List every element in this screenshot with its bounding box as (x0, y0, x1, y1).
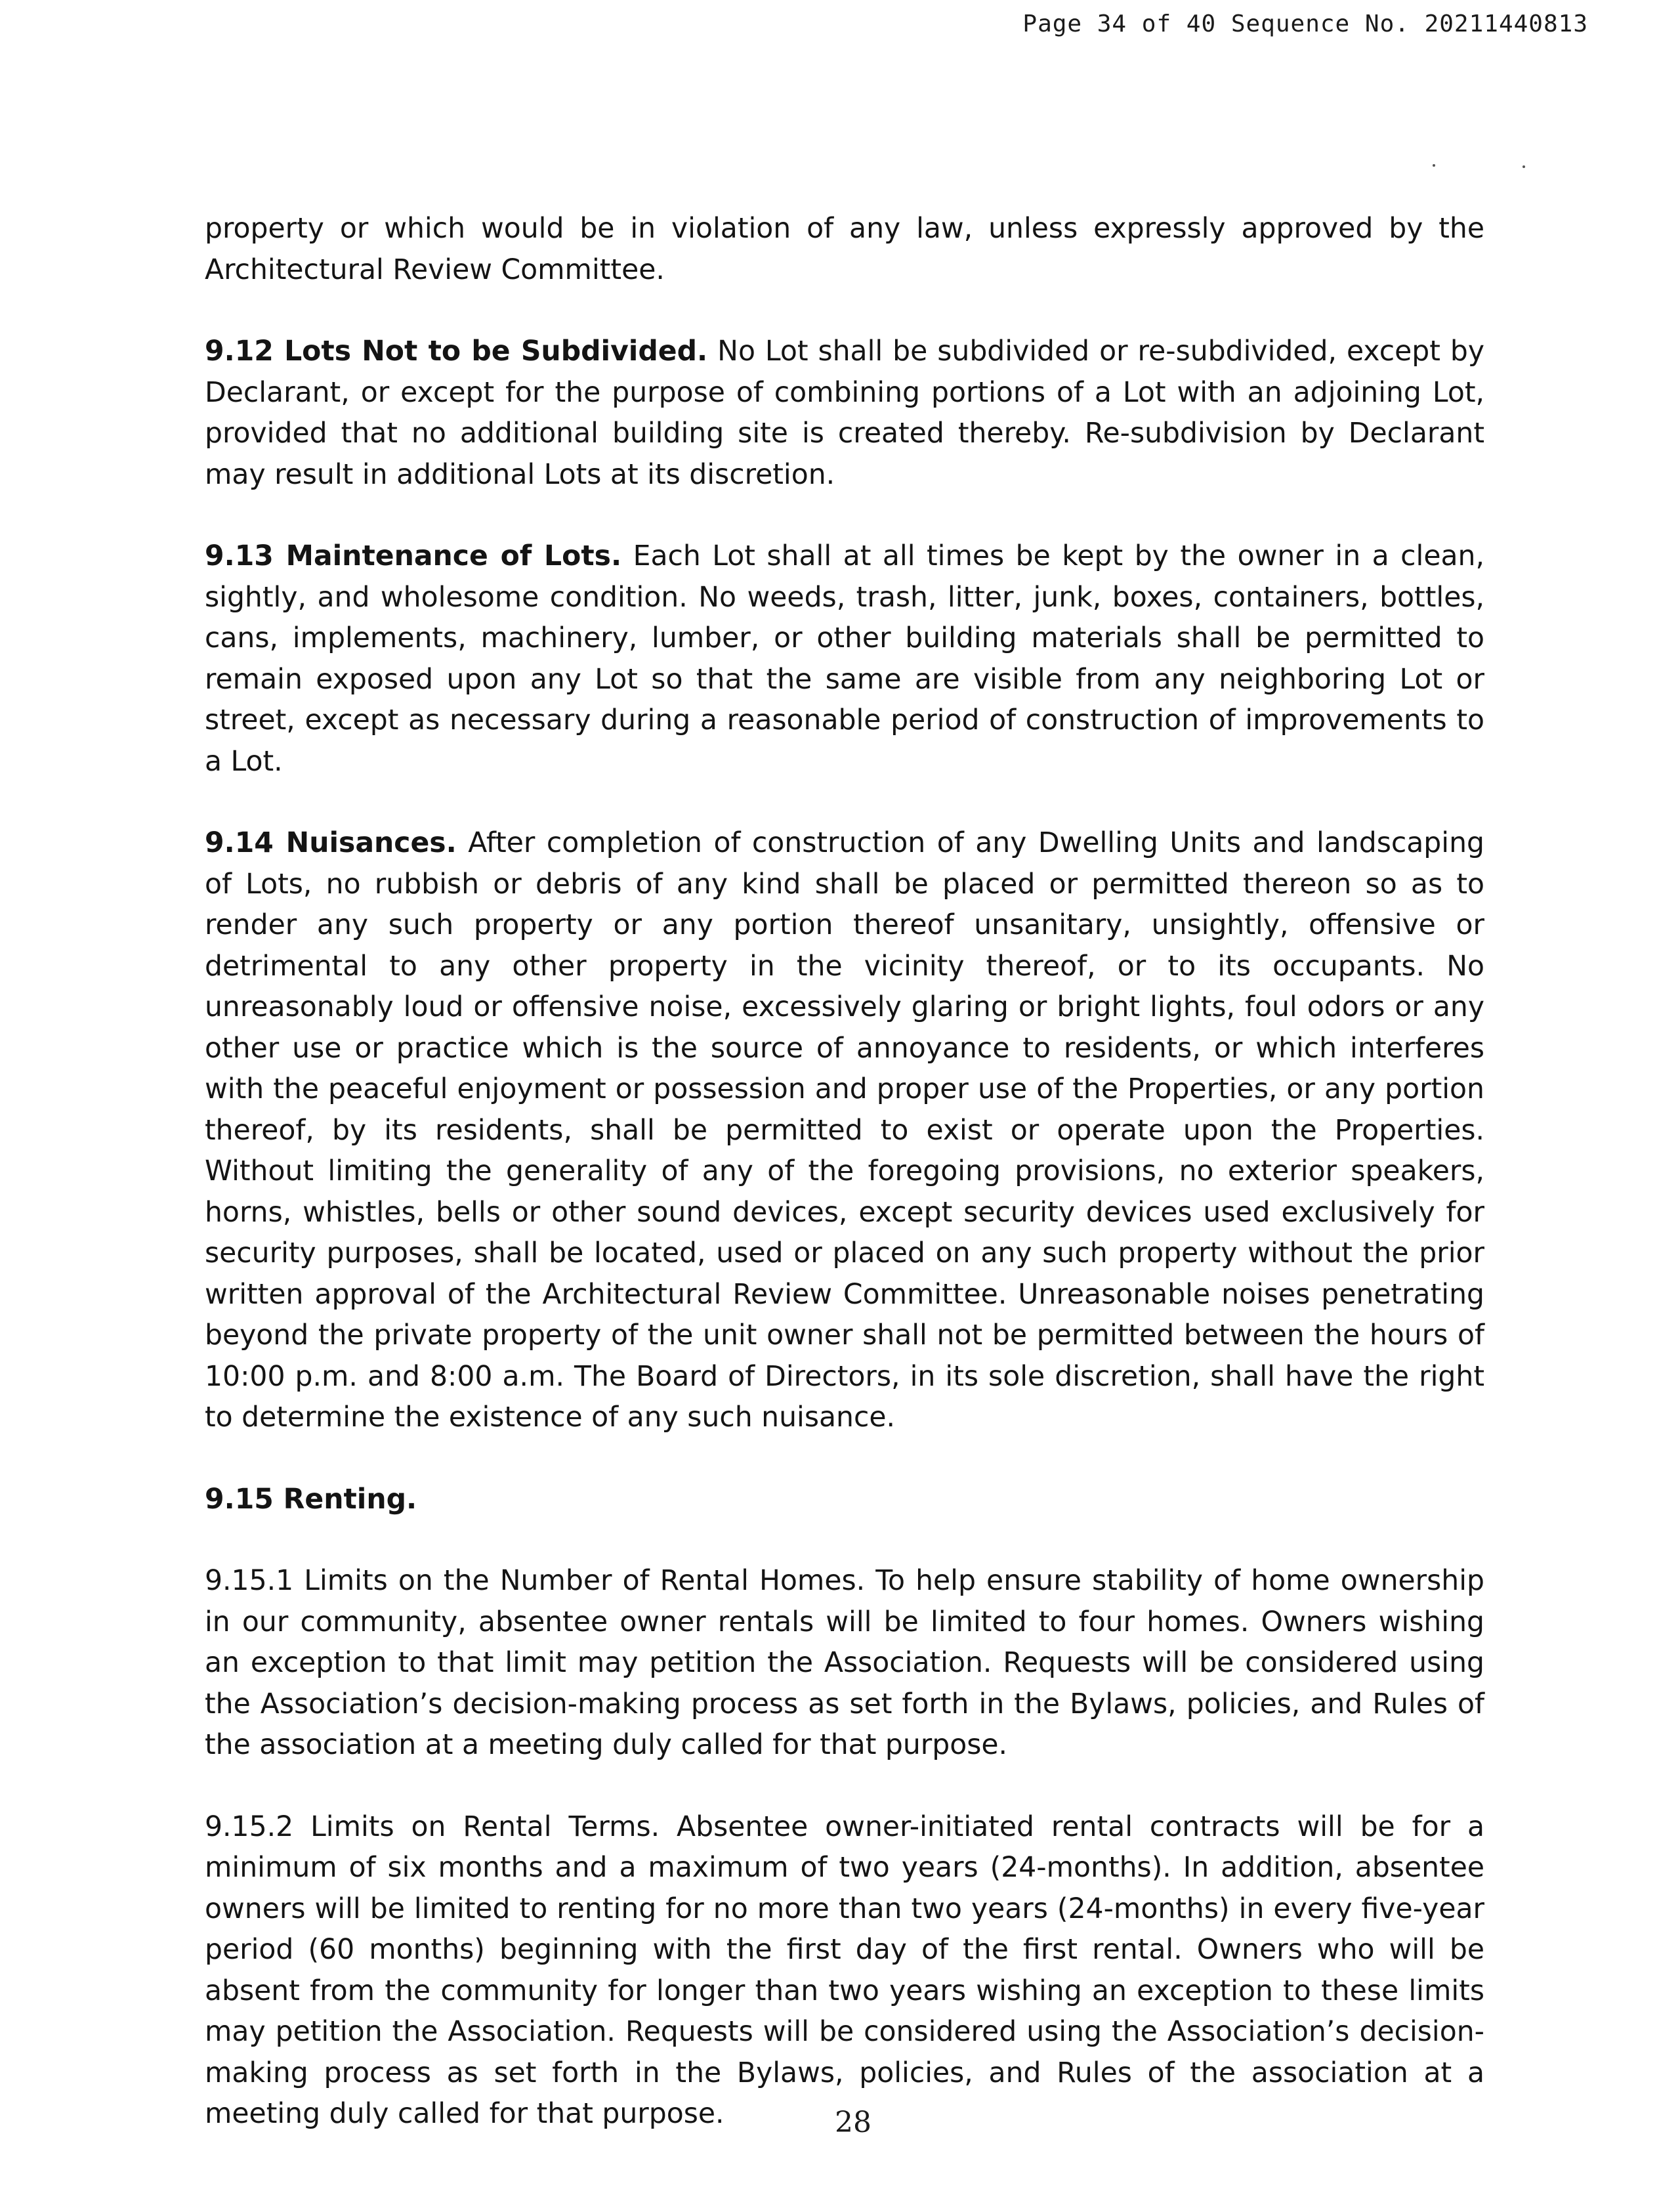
paragraph-text: No Lot shall be subdivided or re-subdivided, except by Declarant, or except for the purpose of combining portions of a Lot with an adjoining Lot, provided that no additional building site is created thereby. Re-subdivision by Declarant may result in additional Lots at its discretion. (205, 335, 1484, 491)
paragraph-continuation (205, 209, 1484, 291)
section-heading: 9.12 Lots Not to be Subdivided. (205, 335, 708, 368)
section-9-12-lots-not-subdivided (205, 331, 1484, 496)
section-heading: 9.14 Nuisances. (205, 827, 457, 859)
section-9-15-renting-heading: 9.15 Renting. (205, 1483, 417, 1516)
section-9-15-1-rental-homes-limit (205, 1561, 1484, 1766)
section-9-13-maintenance-of-lots (205, 536, 1484, 782)
page-header: Page 34 of 40 Sequence No. 20211440813 (1022, 11, 1588, 37)
scan-speck (1433, 164, 1435, 167)
paragraph-text: 9.15.1 Limits on the Number of Rental Homes. To help ensure stability of home ownership in our community, absentee owner rentals will be limited to four homes. Owners wishing an exception to that limit may petition the Association. Requests will be considered using the Association’s decision-making process as set forth in the Bylaws, policies, and Rules of the association at a meeting duly called for that purpose. (205, 1565, 1484, 1761)
document-body (205, 209, 1484, 2176)
section-9-14-nuisances (205, 823, 1484, 1439)
scan-speck (1522, 165, 1525, 168)
paragraph-text: After completion of construction of any Dwelling Units and landscaping of Lots, no rubbish or debris of any kind shall be placed or permitted thereon so as to render any such property or any portion thereof unsanitary, unsightly, offensive or detrimental to any other property in the vicinity thereof, or to its occupants. No unreasonably loud or offensive noise, excessively glaring or bright lights, foul odors or any other use or practice which is the source of annoyance to residents, or which interferes with the peaceful enjoyment or possession and proper use of the Properties, or any portion thereof, by its residents, shall be permitted to exist or operate upon the Properties. Without limiting the generality of any of the foregoing provisions, no exterior speakers, horns, whistles, bells or other sound devices, except security devices used exclusively for security purposes, shall be located, used or placed on any such property without the prior written approval of the Architectural Review Committee. Unreasonable noises penetrating beyond the private property of the unit owner shall not be permitted between the hours of 10:00 p.m. and 8:00 a.m. The Board of Directors, in its sole discretion, shall have the right to determine the existence of any such nuisance. (205, 827, 1484, 1434)
paragraph-text: property or which would be in violation of any law, unless expressly approved by the Architectural Review Committee. (205, 213, 1484, 286)
paragraph-text: 9.15.2 Limits on Rental Terms. Absentee owner-initiated rental contracts will be for a minimum of six months and a maximum of two years (24-months). In addition, absentee owners will be limited to renting for no more than two years (24-months) in every five-year period (60 months) beginning with the first day of the first rental. Owners who will be absent from the community for longer than two years wishing an exception to these limits may petition the Association. Requests will be considered using the Association’s decision-making process as set forth in the Bylaws, policies, and Rules of the association at a meeting duly called for that purpose. (205, 1810, 1484, 2130)
section-9-15-2-rental-terms-limit (205, 1807, 1484, 2135)
section-heading: 9.13 Maintenance of Lots. (205, 540, 622, 572)
page-number: 28 (835, 2106, 872, 2139)
paragraph-text: Each Lot shall at all times be kept by the owner in a clean, sightly, and wholesome condition. No weeds, trash, litter, junk, boxes, containers, bottles, cans, implements, machinery, lumber, or other building materials shall be permitted to remain exposed upon any Lot so that the same are visible from any neighboring Lot or street, except as necessary during a reasonable period of construction of improvements to a Lot. (205, 540, 1484, 778)
